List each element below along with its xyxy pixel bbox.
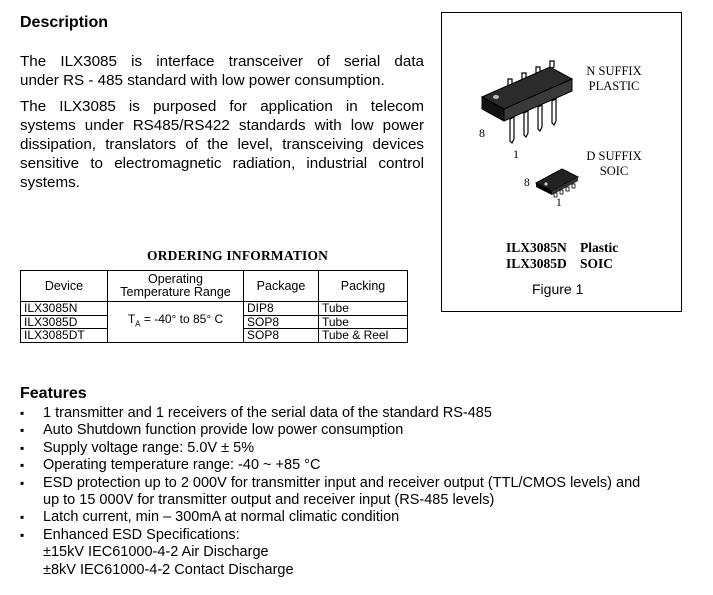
soic-pin8-label: 8	[524, 177, 530, 189]
bullet-icon: ▪	[20, 440, 25, 455]
ordering-title: ORDERING INFORMATION	[147, 248, 329, 263]
list-item	[20, 405, 703, 422]
header-temp-line-1: Operating	[148, 272, 203, 286]
para2-line-4: sensitive to electromagnetic radiation, industrial control	[20, 155, 424, 172]
list-item	[20, 509, 703, 526]
list-item	[20, 457, 703, 474]
para2-line-5: systems.	[20, 174, 80, 191]
cell-device: ILX3085D	[21, 315, 108, 329]
d-package-text: SOIC	[599, 164, 629, 178]
part-label-d	[506, 256, 613, 272]
para2-line-1: The ILX3085 is purposed for application in telecom	[20, 98, 424, 115]
n-suffix-text: N SUFFIX	[586, 64, 642, 78]
list-item	[20, 475, 703, 492]
n-package-text: PLASTIC	[588, 79, 640, 93]
part-package: SOIC	[580, 256, 614, 271]
list-item-continuation	[20, 562, 703, 579]
bullet-icon: ▪	[20, 510, 25, 525]
cell-packing: Tube	[319, 315, 408, 329]
dip8-pin8-label: 8	[479, 126, 485, 140]
cell-package: SOP8	[244, 329, 319, 343]
part-name: ILX3085D	[506, 256, 567, 271]
feature-text: Operating temperature range: -40 ~ +85 °C	[43, 457, 321, 474]
soic-pin1-label: 1	[556, 197, 562, 209]
cell-packing: Tube & Reel	[319, 329, 408, 343]
bullet-icon: ▪	[20, 475, 25, 490]
bullet-icon: ▪	[20, 406, 25, 420]
description-paragraph-1	[20, 52, 424, 90]
list-item	[20, 422, 703, 439]
temp-sub: A	[135, 319, 141, 329]
part-package: Plastic	[580, 240, 619, 255]
dip8-pin1-label: 1	[513, 147, 519, 161]
header-temperature	[108, 271, 244, 302]
list-item-continuation	[20, 544, 703, 561]
figure-box	[441, 12, 682, 312]
para2-line-3: dissipation, translators of the level, transceiving devices	[20, 136, 424, 153]
bullet-icon: ▪	[20, 527, 25, 542]
cell-package: SOP8	[244, 315, 319, 329]
cell-package: DIP8	[244, 302, 319, 316]
features-heading: Features	[20, 385, 87, 402]
part-name: ILX3085N	[506, 240, 567, 255]
feature-text: ±8kV IEC61000-4-2 Contact Discharge	[43, 561, 294, 578]
list-item	[20, 527, 703, 544]
cell-device: ILX3085N	[21, 302, 108, 316]
table-row	[21, 302, 408, 316]
bullet-icon: ▪	[20, 458, 25, 473]
ordering-table	[20, 270, 408, 343]
bullet-icon: ▪	[20, 423, 25, 438]
cell-temperature-range	[108, 302, 244, 343]
feature-text: Latch current, min – 300mA at normal climatic condition	[43, 509, 400, 526]
features-list	[20, 405, 703, 579]
description-heading: Description	[20, 14, 109, 31]
n-suffix-label	[572, 64, 656, 94]
d-suffix-label	[572, 149, 656, 179]
para1-line-2: under RS - 485 standard with low power consumption.	[20, 72, 385, 89]
header-package: Package	[244, 271, 319, 302]
part-label-n	[506, 240, 618, 256]
header-temp-line-2: Temperature Range	[120, 285, 231, 299]
cell-device: ILX3085DT	[21, 329, 108, 343]
feature-text: ESD protection up to 2 000V for transmitter input and receiver output (TTL/CMOS levels) and	[43, 474, 641, 491]
header-device: Device	[21, 271, 108, 302]
feature-text: Enhanced ESD Specifications:	[43, 526, 240, 543]
feature-text: Supply voltage range: 5.0V ± 5%	[43, 439, 255, 456]
temp-text: = -40° to 85° C	[140, 311, 224, 326]
dip8-package-illustration	[474, 57, 574, 157]
table-header-row	[21, 271, 408, 302]
list-item-continuation	[20, 492, 703, 509]
figure-caption: Figure 1	[532, 281, 584, 297]
cell-packing: Tube	[319, 302, 408, 316]
list-item	[20, 440, 703, 457]
temp-prefix: T	[127, 311, 136, 326]
feature-text: 1 transmitter and 1 receivers of the serial data of the standard RS-485	[43, 405, 492, 421]
para1-line-1: The ILX3085 is interface transceiver of serial data	[20, 53, 424, 70]
para2-line-2: systems under RS485/RS422 standards with low power	[20, 117, 424, 134]
feature-text: up to 15 000V for transmitter output and receiver input (RS-485 levels)	[43, 492, 495, 509]
description-paragraph-2	[20, 97, 424, 192]
d-suffix-text: D SUFFIX	[586, 149, 642, 163]
header-packing: Packing	[319, 271, 408, 302]
feature-text: ±15kV IEC61000-4-2 Air Discharge	[43, 544, 269, 561]
feature-text: Auto Shutdown function provide low power consumption	[43, 422, 404, 439]
